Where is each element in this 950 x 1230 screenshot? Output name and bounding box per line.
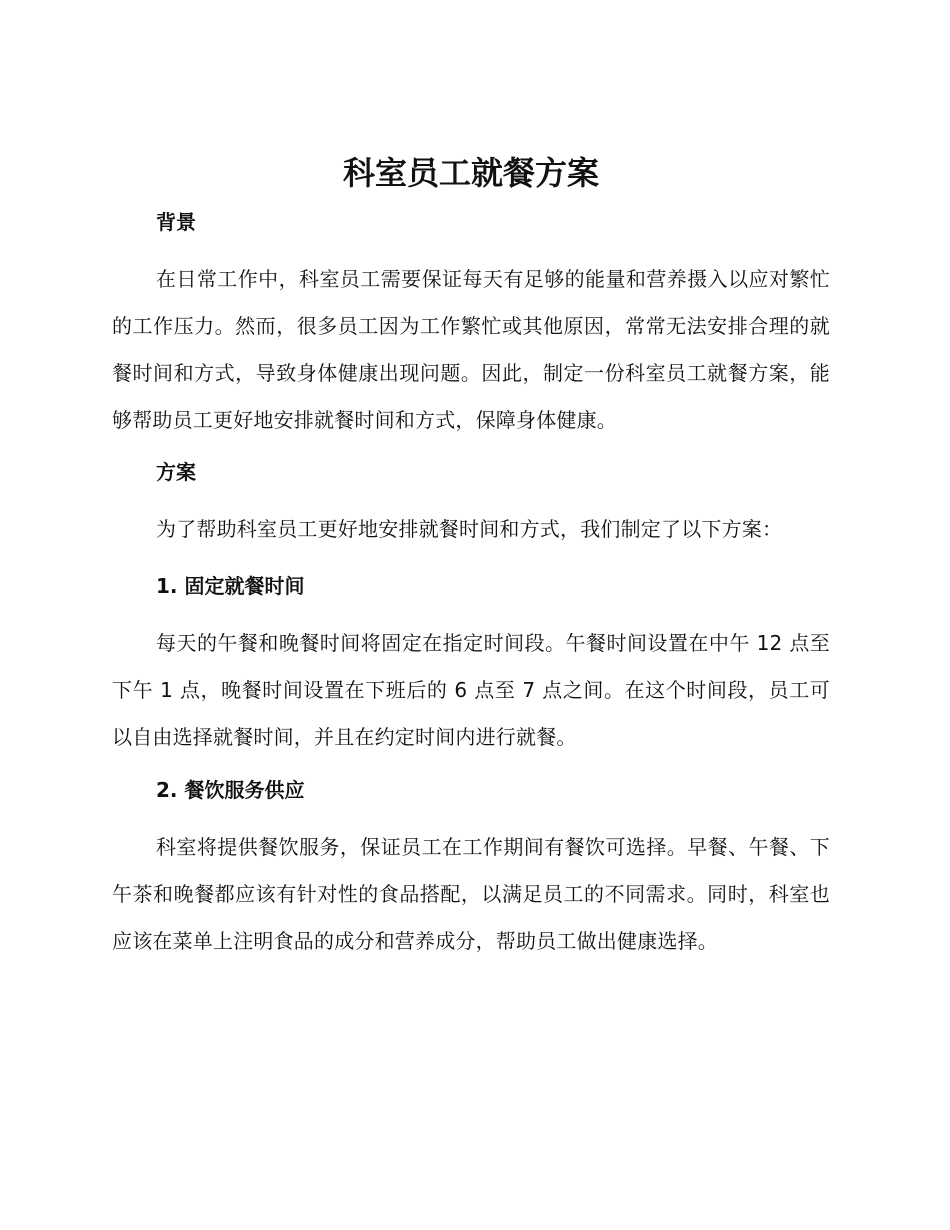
section-paragraph-catering-service: 科室将提供餐饮服务，保证员工在工作期间有餐饮可选择。早餐、午餐、下午茶和晚餐都应该有针对性的食品搭配，以满足员工的不同需求。同时，科室也应该在菜单上注明食品的成分和营养成分，帮助员工做出健康选择。 bbox=[112, 835, 830, 953]
section-paragraph-fixed-meal-time: 每天的午餐和晚餐时间将固定在指定时间段。午餐时间设置在中午 12 点至下午 1 点，晚餐时间设置在下班后的 6 点至 7 点之间。在这个时间段，员工可以自由选择就餐时间，并且在约定时间内进行就餐。 bbox=[112, 631, 830, 749]
document-title: 科室员工就餐方案 bbox=[342, 154, 599, 192]
section-heading-background: 背景 bbox=[156, 210, 196, 234]
section-heading-plan: 方案 bbox=[156, 460, 196, 484]
section-heading-catering-service: 2. 餐饮服务供应 bbox=[156, 778, 305, 802]
section-paragraph-plan: 为了帮助科室员工更好地安排就餐时间和方式，我们制定了以下方案： bbox=[156, 517, 783, 541]
section-paragraph-background: 在日常工作中，科室员工需要保证每天有足够的能量和营养摄入以应对繁忙的工作压力。然而，很多员工因为工作繁忙或其他原因，常常无法安排合理的就餐时间和方式，导致身体健康出现问题。因此，制定一份科室员工就餐方案，能够帮助员工更好地安排就餐时间和方式，保障身体健康。 bbox=[112, 267, 830, 432]
section-heading-fixed-meal-time: 1. 固定就餐时间 bbox=[156, 574, 305, 598]
